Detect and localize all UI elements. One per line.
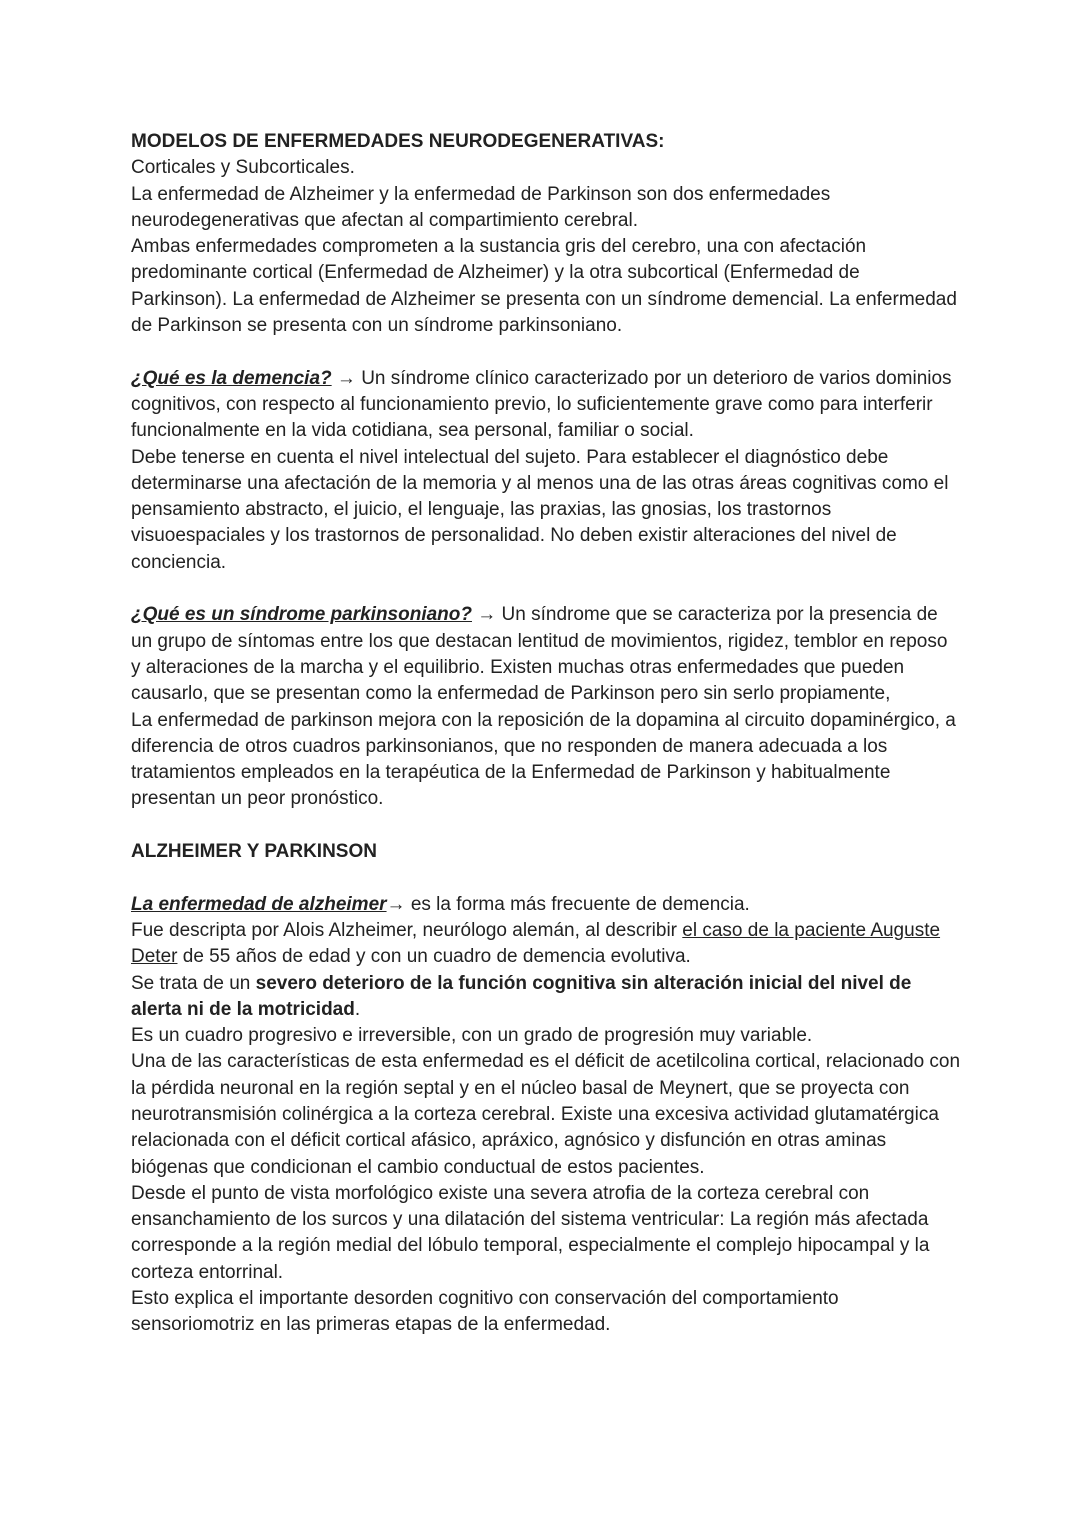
paragraph-dopamina: La enfermedad de parkinson mejora con la reposición de la dopamina al circuito dopaminérgico, a diferencia de otros cuadros parkinsonianos, que no responden de manera adecuada a los tratamientos empleados en la terapéutica de la Enfermedad de Parkinson y habitualmente presentan un peor pronóstico. bbox=[131, 709, 956, 810]
paragraph-alzheimer-def bbox=[131, 892, 961, 918]
term-alzheimer: La enfermedad de alzheimer bbox=[131, 893, 387, 915]
paragraph-morfologico: Desde el punto de vista morfológico existe una severa atrofia de la corteza cerebral con ensanchamiento de los surcos y una dilatación del sistema ventricular: La región más afectada corresponde a la región medial del lóbulo temporal, especialmente el complejo hipocampal y la corteza entorrinal. bbox=[131, 1182, 930, 1283]
spacer bbox=[131, 865, 961, 891]
paragraph-diagnostico: Debe tenerse en cuenta el nivel intelectual del sujeto. Para establecer el diagnóstico debe determinarse una afectación de la memoria y al menos una de las otras áreas cognitivas como el pensamiento abstracto, el juicio, el lenguaje, las praxias, las gnosias, los trastornos visuoespaciales y los trastornos de personalidad. No deben existir alteraciones del nivel de conciencia. bbox=[131, 446, 949, 573]
section-title-modelos: MODELOS DE ENFERMEDADES NEURODEGENERATIVAS: bbox=[131, 131, 665, 152]
text-segment: . bbox=[354, 998, 361, 1020]
document-page bbox=[131, 129, 961, 1339]
paragraph-deterioro bbox=[131, 971, 961, 1024]
answer-demencia: → Un síndrome clínico caracterizado por un deterioro de varios dominios cognitivos, con respecto al funcionamiento previo, lo suficientemente grave como para interferir funcionalmente en la vida cotidiana, sea personal, familiar o social. bbox=[131, 367, 952, 442]
paragraph-desorden: Esto explica el importante desorden cognitivo con conservación del comportamiento sensoriomotriz en las primeras etapas de la enfermedad. bbox=[131, 1288, 839, 1336]
paragraph-parkinsoniano bbox=[131, 602, 961, 707]
paragraph-demencia bbox=[131, 366, 961, 445]
text-segment: Fue descripta por Alois Alzheimer, neurólogo alemán, al describir bbox=[131, 919, 683, 941]
spacer bbox=[131, 339, 961, 365]
paragraph-acetilcolina: Una de las características de esta enfermedad es el déficit de acetilcolina cortical, relacionado con la pérdida neuronal en la región septal y en el núcleo basal de Meynert, que se proyecta con neurotransmisión colinérgica a la corteza cerebral. Existe una excesiva actividad glutamatérgica relacionada con el déficit cortical afásico, apráxico, agnósico y disfunción en otras aminas biógenas que condicionan el cambio conductual de estos pacientes. bbox=[131, 1051, 961, 1178]
spacer bbox=[131, 813, 961, 839]
paragraph-descripcion bbox=[131, 918, 961, 971]
link-auguste-deter[interactable]: el caso de la paciente Auguste Deter bbox=[131, 919, 941, 968]
answer-parkinsoniano: → Un síndrome que se caracteriza por la presencia de un grupo de síntomas entre los que destacan lentitud de movimientos, rigidez, temblor en reposo y alteraciones de la marcha y el equilibrio. Existen muchas otras enfermedades que pueden causarlo, que se presentan como la enfermedad de Parkinson pero sin serlo propiamente, bbox=[131, 604, 948, 705]
text-segment: de 55 años de edad y con un cuadro de demencia evolutiva. bbox=[177, 946, 691, 968]
paragraph-progresivo: Es un cuadro progresivo e irreversible, con un grado de progresión muy variable. bbox=[131, 1025, 813, 1047]
text-segment: Se trata de un bbox=[131, 972, 256, 994]
term-alzheimer-rest: → es la forma más frecuente de demencia. bbox=[386, 893, 750, 915]
question-demencia: ¿Qué es la demencia? bbox=[131, 367, 332, 389]
section-title-alzheimer-parkinson: ALZHEIMER Y PARKINSON bbox=[131, 841, 377, 863]
paragraph-intro: La enfermedad de Alzheimer y la enfermedad de Parkinson son dos enfermedades neurodegenerativas que afectan al compartimiento cerebral. bbox=[131, 183, 831, 231]
spacer bbox=[131, 576, 961, 602]
bold-deterioro: severo deterioro de la función cognitiva sin alteración inicial del nivel de alerta ni de la motricidad bbox=[131, 972, 912, 1020]
question-parkinsoniano: ¿Qué es un síndrome parkinsoniano? bbox=[131, 604, 472, 626]
paragraph-corticales: Corticales y Subcorticales. bbox=[131, 157, 355, 179]
paragraph-sustancia-gris: Ambas enfermedades comprometen a la sustancia gris del cerebro, una con afectación predominante cortical (Enfermedad de Alzheimer) y la otra subcortical (Enfermedad de Parkinson). La enfermedad de Alzheimer se presenta con un síndrome demencial. La enfermedad de Parkinson se presenta con un síndrome parkinsoniano. bbox=[131, 236, 957, 337]
